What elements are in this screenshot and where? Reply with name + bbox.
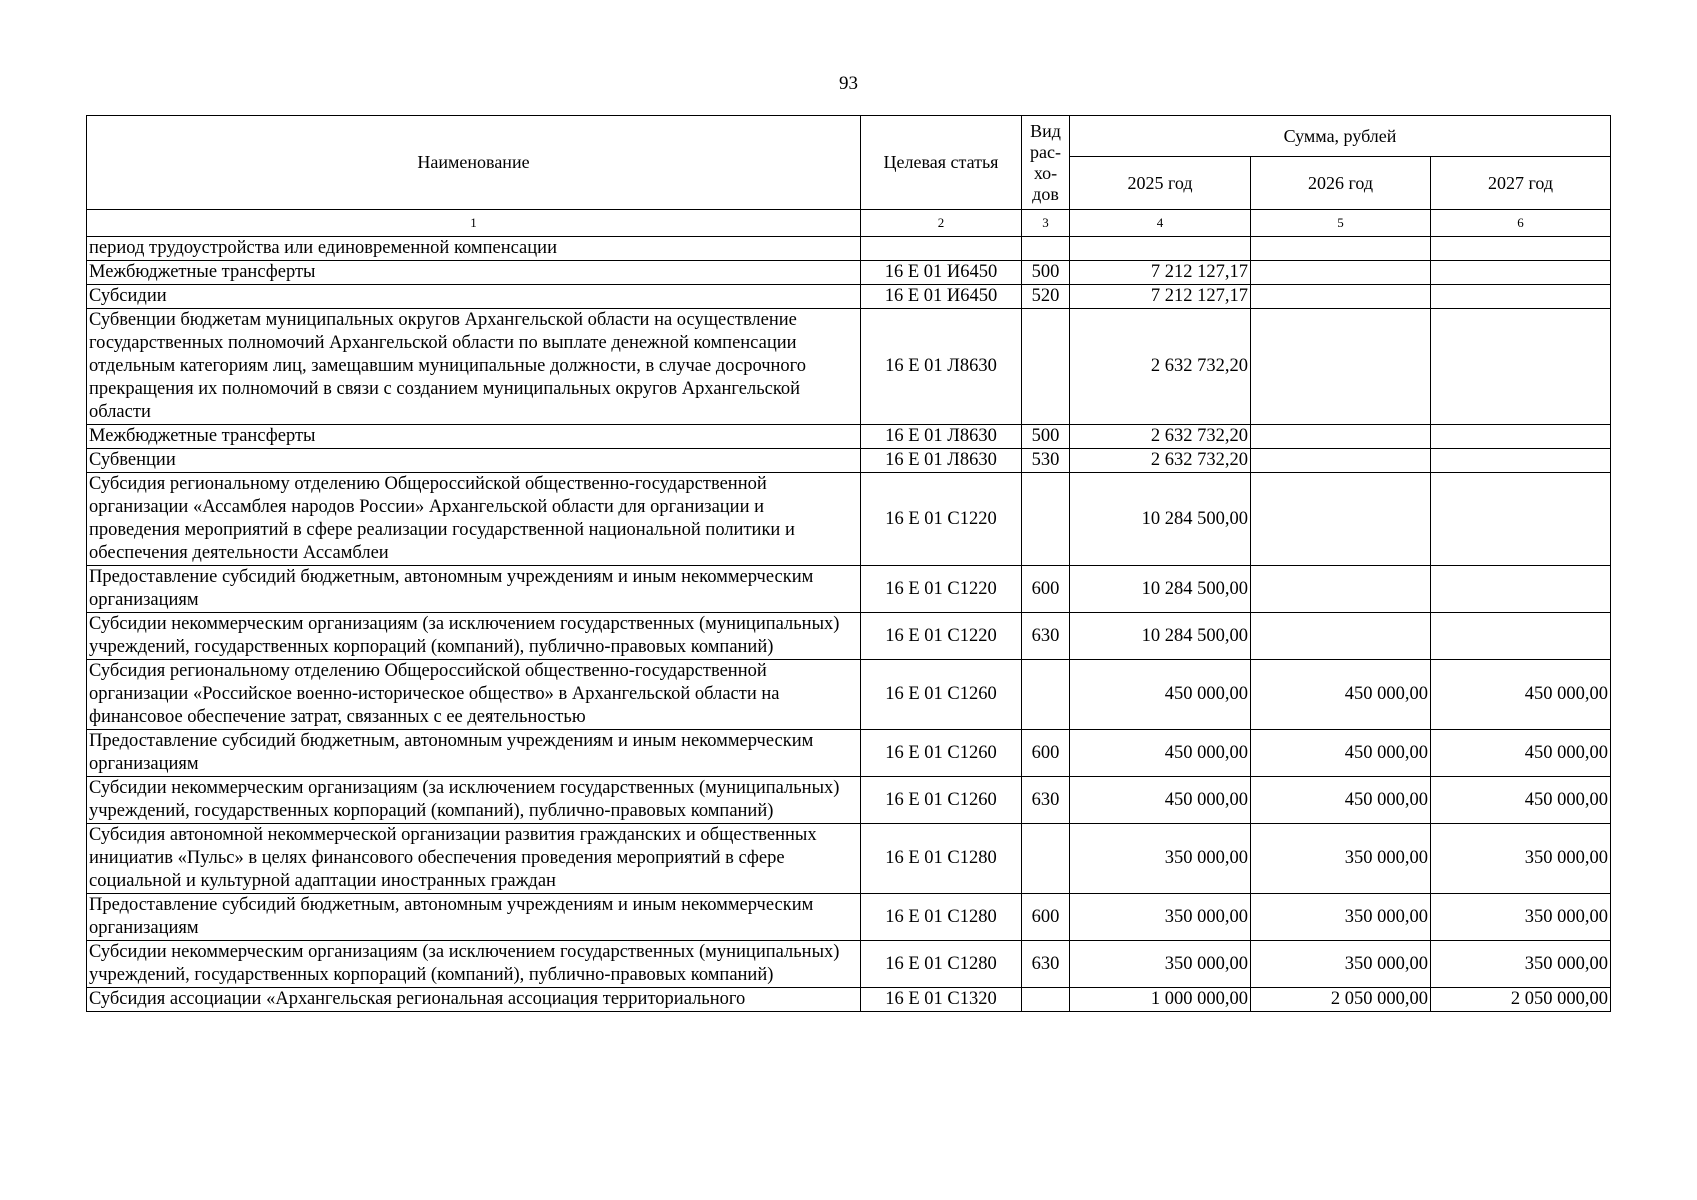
page-number: 93 <box>839 73 858 94</box>
row-expense-type: 600 <box>1022 894 1070 941</box>
row-expense-type <box>1022 988 1070 1012</box>
header-sum: Сумма, рублей <box>1070 116 1611 157</box>
row-amount-2025: 10 284 500,00 <box>1070 613 1251 660</box>
table-row <box>87 309 1611 425</box>
row-expense-type: 630 <box>1022 941 1070 988</box>
row-expense-type: 500 <box>1022 425 1070 449</box>
row-amount-2025: 450 000,00 <box>1070 660 1251 730</box>
column-number: 6 <box>1431 210 1611 237</box>
row-name: Межбюджетные трансферты <box>87 425 861 449</box>
table-row <box>87 988 1611 1012</box>
row-amount-2025: 2 632 732,20 <box>1070 425 1251 449</box>
row-amount-2025: 350 000,00 <box>1070 824 1251 894</box>
row-target-article: 16 Е 01 Л8630 <box>861 309 1022 425</box>
row-target-article: 16 Е 01 С1320 <box>861 988 1022 1012</box>
row-amount-2027: 350 000,00 <box>1431 824 1611 894</box>
table-row <box>87 566 1611 613</box>
row-target-article: 16 Е 01 С1260 <box>861 730 1022 777</box>
row-amount-2027 <box>1431 566 1611 613</box>
row-target-article: 16 Е 01 С1280 <box>861 941 1022 988</box>
row-expense-type: 520 <box>1022 285 1070 309</box>
row-target-article: 16 Е 01 Л8630 <box>861 449 1022 473</box>
row-amount-2026 <box>1251 261 1431 285</box>
header-expense-type <box>1022 116 1070 210</box>
row-expense-type: 600 <box>1022 566 1070 613</box>
row-expense-type <box>1022 309 1070 425</box>
table-header <box>87 116 1611 237</box>
row-amount-2026 <box>1251 425 1431 449</box>
table-row <box>87 660 1611 730</box>
row-name: Субвенции бюджетам муниципальных округов Архангельской области на осуществление государственных полномочий Архангельской области по выплате денежной компенсации отдельным категориям лиц, замещавшим муниципальные должности, в случае досрочного прекращения их полномочий в связи с созданием муниципальных округов Архангельской области <box>87 309 861 425</box>
row-amount-2025: 10 284 500,00 <box>1070 566 1251 613</box>
row-amount-2027 <box>1431 613 1611 660</box>
row-expense-type: 600 <box>1022 730 1070 777</box>
row-amount-2026: 450 000,00 <box>1251 730 1431 777</box>
row-amount-2025 <box>1070 237 1251 261</box>
row-amount-2027: 2 050 000,00 <box>1431 988 1611 1012</box>
row-amount-2027 <box>1431 425 1611 449</box>
row-name: Субсидии некоммерческим организациям (за исключением государственных (муниципальных) учреждений, государственных корпораций (компаний), публично-правовых компаний) <box>87 613 861 660</box>
table-row <box>87 261 1611 285</box>
row-amount-2026: 350 000,00 <box>1251 894 1431 941</box>
row-name: Субсидия автономной некоммерческой организации развития гражданских и общественных инициатив «Пульс» в целях финансового обеспечения проведения мероприятий в сфере социальной и культурной адаптации иностранных граждан <box>87 824 861 894</box>
table-row <box>87 237 1611 261</box>
row-amount-2027: 350 000,00 <box>1431 941 1611 988</box>
row-target-article: 16 Е 01 Л8630 <box>861 425 1022 449</box>
row-amount-2027 <box>1431 449 1611 473</box>
table-row <box>87 425 1611 449</box>
column-number: 2 <box>861 210 1022 237</box>
row-name: Предоставление субсидий бюджетным, автономным учреждениям и иным некоммерческим организациям <box>87 730 861 777</box>
row-name: Субсидия региональному отделению Общероссийской общественно-государственной организации «Ассамблея народов России» Архангельской области для организации и проведения мероприятий в сфере реализации государственной национальной политики и обеспечения деятельности Ассамблеи <box>87 473 861 566</box>
column-number: 1 <box>87 210 861 237</box>
row-amount-2027 <box>1431 473 1611 566</box>
table-row <box>87 473 1611 566</box>
row-amount-2026: 350 000,00 <box>1251 824 1431 894</box>
table-row <box>87 824 1611 894</box>
header-expense-type-line: хо- <box>1033 162 1058 183</box>
row-target-article: 16 Е 01 С1280 <box>861 894 1022 941</box>
header-expense-type-line: рас- <box>1030 141 1061 162</box>
row-target-article: 16 Е 01 С1280 <box>861 824 1022 894</box>
header-expense-type-line: дов <box>1032 183 1059 204</box>
row-target-article: 16 Е 01 С1220 <box>861 473 1022 566</box>
row-target-article: 16 Е 01 И6450 <box>861 285 1022 309</box>
row-name: Предоставление субсидий бюджетным, автономным учреждениям и иным некоммерческим организациям <box>87 894 861 941</box>
header-name: Наименование <box>87 116 861 210</box>
table-row <box>87 285 1611 309</box>
column-number: 3 <box>1022 210 1070 237</box>
row-expense-type: 500 <box>1022 261 1070 285</box>
row-amount-2026: 350 000,00 <box>1251 941 1431 988</box>
row-name: Предоставление субсидий бюджетным, автономным учреждениям и иным некоммерческим организациям <box>87 566 861 613</box>
row-amount-2025: 2 632 732,20 <box>1070 309 1251 425</box>
table-row <box>87 894 1611 941</box>
table-row <box>87 777 1611 824</box>
row-expense-type <box>1022 824 1070 894</box>
row-name: Субсидия региональному отделению Общероссийской общественно-государственной организации «Российское военно-историческое общество» в Архангельской области на финансовое обеспечение затрат, связанных с ее деятельностью <box>87 660 861 730</box>
row-amount-2026: 450 000,00 <box>1251 660 1431 730</box>
row-name: Субсидия ассоциации «Архангельская региональная ассоциация территориального <box>87 988 861 1012</box>
header-target-article: Целевая статья <box>861 116 1022 210</box>
row-amount-2027 <box>1431 237 1611 261</box>
row-name: Субвенции <box>87 449 861 473</box>
table-row <box>87 730 1611 777</box>
row-amount-2027 <box>1431 285 1611 309</box>
row-amount-2026 <box>1251 566 1431 613</box>
row-name: Субсидии некоммерческим организациям (за исключением государственных (муниципальных) учреждений, государственных корпораций (компаний), публично-правовых компаний) <box>87 941 861 988</box>
row-name: Субсидии <box>87 285 861 309</box>
row-target-article: 16 Е 01 С1220 <box>861 613 1022 660</box>
row-amount-2026 <box>1251 237 1431 261</box>
row-amount-2026 <box>1251 473 1431 566</box>
row-amount-2025: 7 212 127,17 <box>1070 261 1251 285</box>
table-row <box>87 613 1611 660</box>
row-amount-2025: 450 000,00 <box>1070 777 1251 824</box>
row-amount-2027 <box>1431 261 1611 285</box>
row-amount-2025: 2 632 732,20 <box>1070 449 1251 473</box>
header-expense-type-line: Вид <box>1030 120 1061 141</box>
row-name: Субсидии некоммерческим организациям (за исключением государственных (муниципальных) учреждений, государственных корпораций (компаний), публично-правовых компаний) <box>87 777 861 824</box>
table-row <box>87 449 1611 473</box>
row-expense-type <box>1022 237 1070 261</box>
row-amount-2025: 350 000,00 <box>1070 941 1251 988</box>
row-target-article: 16 Е 01 И6450 <box>861 261 1022 285</box>
row-amount-2027: 350 000,00 <box>1431 894 1611 941</box>
row-target-article: 16 Е 01 С1260 <box>861 660 1022 730</box>
row-target-article <box>861 237 1022 261</box>
row-amount-2026 <box>1251 449 1431 473</box>
row-expense-type: 630 <box>1022 613 1070 660</box>
row-name: период трудоустройства или единовременной компенсации <box>87 237 861 261</box>
row-amount-2027: 450 000,00 <box>1431 730 1611 777</box>
row-amount-2027 <box>1431 309 1611 425</box>
row-amount-2027: 450 000,00 <box>1431 660 1611 730</box>
row-expense-type <box>1022 660 1070 730</box>
header-year-2025: 2025 год <box>1070 157 1251 210</box>
row-amount-2027: 450 000,00 <box>1431 777 1611 824</box>
row-amount-2025: 450 000,00 <box>1070 730 1251 777</box>
header-year-2027: 2027 год <box>1431 157 1611 210</box>
header-year-2026: 2026 год <box>1251 157 1431 210</box>
row-amount-2025: 7 212 127,17 <box>1070 285 1251 309</box>
row-expense-type <box>1022 473 1070 566</box>
row-amount-2026: 2 050 000,00 <box>1251 988 1431 1012</box>
column-number: 5 <box>1251 210 1431 237</box>
row-target-article: 16 Е 01 С1260 <box>861 777 1022 824</box>
column-number-row <box>87 210 1611 237</box>
table-body <box>87 237 1611 1012</box>
row-amount-2026 <box>1251 613 1431 660</box>
row-amount-2026: 450 000,00 <box>1251 777 1431 824</box>
row-amount-2025: 1 000 000,00 <box>1070 988 1251 1012</box>
row-expense-type: 530 <box>1022 449 1070 473</box>
row-expense-type: 630 <box>1022 777 1070 824</box>
column-number: 4 <box>1070 210 1251 237</box>
table-row <box>87 941 1611 988</box>
row-amount-2025: 350 000,00 <box>1070 894 1251 941</box>
row-amount-2025: 10 284 500,00 <box>1070 473 1251 566</box>
row-amount-2026 <box>1251 309 1431 425</box>
row-target-article: 16 Е 01 С1220 <box>861 566 1022 613</box>
row-amount-2026 <box>1251 285 1431 309</box>
row-name: Межбюджетные трансферты <box>87 261 861 285</box>
budget-table <box>86 115 1611 1012</box>
